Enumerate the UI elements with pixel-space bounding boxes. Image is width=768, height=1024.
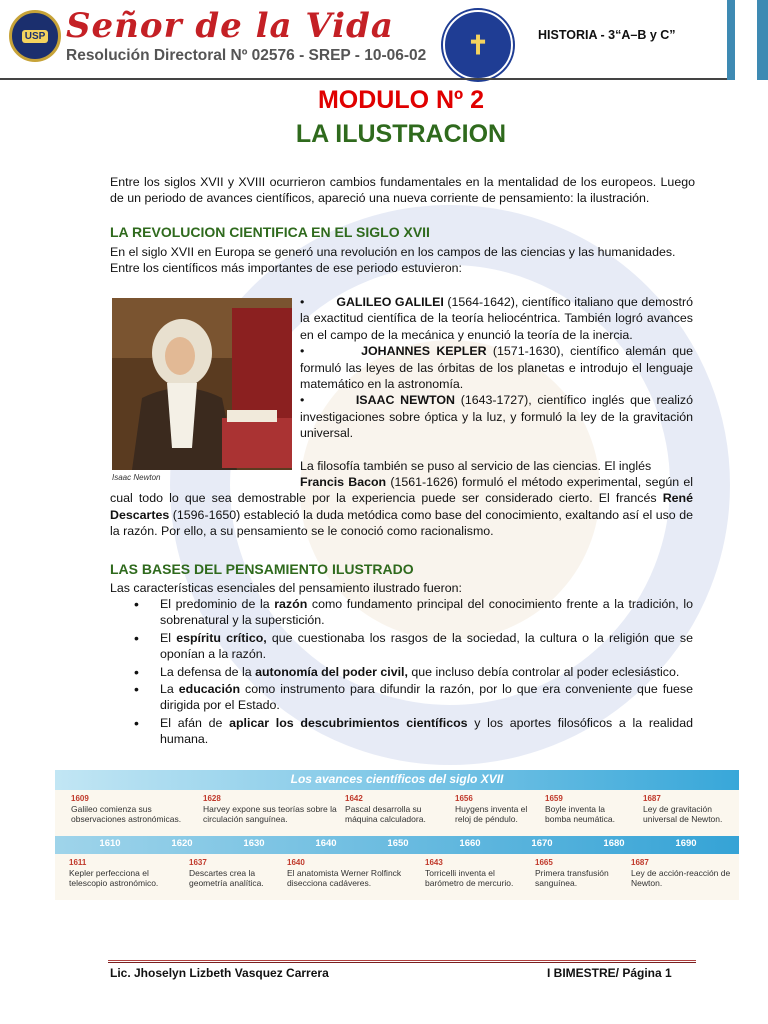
scientist-description: (1643-1727), científico inglés que realizó investigaciones sobre óptica y la luz, y formuló la ley de la gravitación universal. — [300, 393, 693, 441]
timeline-event: 1611 Kepler perfecciona el telescopio astronómico. — [69, 858, 159, 888]
intro-paragraph: Entre los siglos XVII y XVIII ocurrieron cambios fundamentales en la mentalidad de los europeos. Luego de un periodo de avances científicos, apareció una nueva corriente de pensamiento: la ilustración. — [110, 175, 695, 206]
timeline-event: 1643 Torricelli inventa el barómetro de mercurio. — [425, 858, 514, 888]
scientist-description: (1571-1630), científico alemán que formuló las leyes de las órbitas de los planetas e introdujo el lenguaje matemático en la astronomía. — [300, 344, 693, 392]
timeline-event: 1609 Galileo comienza sus observaciones astronómicas. — [71, 794, 182, 824]
timeline-event: 1640 El anatomista Werner Rolfinck disecciona cadáveres. — [287, 858, 402, 888]
timeline-event: 1656 Huygens inventa el reloj de péndulo. — [455, 794, 528, 824]
bacon-name: Francis Bacon — [300, 475, 387, 489]
page-header — [0, 0, 768, 80]
scientist-item: • GALILEO GALILEI (1564-1642), científico italiano que demostró la exactitud científica de la teoría heliocéntrica. También logró avances en el campo de la mecánica y enunció la teoría de la inercia. — [300, 295, 694, 342]
filosofia-paragraph: Francis Bacon (1561-1626) formuló el método experimental, según el cual todo lo que sea demostrable por la experiencia puede ser considerado cierto. El francés René Descartes (1596-1650) estableció la duda metódica como base del conocimiento, exaltando así el uso de la razón. Por ello, a su pensamiento se le conoció como racionalismo. — [110, 475, 693, 539]
school-logo-left — [9, 10, 61, 62]
section-heading-bases: LAS BASES DEL PENSAMIENTO ILUSTRADO — [110, 561, 414, 577]
subject-label: HISTORIA - 3“A–B y C” — [538, 28, 676, 42]
logo-left-text: USP — [22, 30, 49, 43]
header-accent-bar — [727, 0, 735, 80]
timeline-tick: 1690 — [675, 838, 697, 849]
scientist-item: • JOHANNES KEPLER (1571-1630), científico alemán que formuló las leyes de las órbitas de los planetas e introdujo el lenguaje matemático en la astronomía. — [300, 344, 693, 392]
timeline-figure — [55, 770, 739, 900]
scientists-list — [300, 294, 693, 442]
timeline-tick: 1620 — [171, 838, 193, 849]
list-item: • La educación como instrumento para difundir la razón, por lo que era conveniente que fuese dirigida por el Estado. — [130, 681, 693, 714]
footer-page-number: I BIMESTRE/ Página 1 — [547, 966, 672, 980]
scientist-name: JOHANNES KEPLER — [361, 344, 487, 359]
school-name: Señor de la Vida — [66, 6, 394, 46]
newton-portrait-image — [112, 298, 292, 470]
scientist-item: • ISAAC NEWTON (1643-1727), científico inglés que realizó investigaciones sobre óptica y la luz, y formuló la ley de la gravitación universal. — [300, 393, 693, 441]
header-accent-bar — [757, 0, 768, 80]
timeline-tick: 1670 — [531, 838, 553, 849]
timeline-event: 1687 Ley de gravitación universal de Newton. — [643, 794, 723, 824]
bases-intro: Las características esenciales del pensamiento ilustrado fueron: — [110, 581, 462, 595]
school-seal-logo — [443, 10, 513, 80]
timeline-tick: 1630 — [243, 838, 265, 849]
portrait-caption: Isaac Newton — [112, 473, 161, 482]
timeline-tick: 1640 — [315, 838, 337, 849]
header-divider — [0, 78, 730, 80]
revolucion-paragraph: En el siglo XVII en Europa se generó una revolución en los campos de las ciencias y las humanidades. Entre los científicos más importantes de ese periodo estuvieron: — [110, 245, 676, 276]
scientist-name: ISAAC NEWTON — [355, 393, 455, 408]
footer-author: Lic. Jhoselyn Lizbeth Vasquez Carrera — [110, 966, 329, 980]
list-item: • El afán de aplicar los descubrimientos científicos y los aportes filosóficos a la realidad humana. — [130, 715, 693, 748]
timeline-event: 1665 Primera transfusión sanguínea. — [535, 858, 609, 888]
resolution-number: Resolución Directoral Nº 02576 - SREP - 10-06-02 — [66, 47, 427, 64]
timeline-tick: 1650 — [387, 838, 409, 849]
scientist-description: (1564-1642), científico italiano que demostró la exactitud científica de la teoría heliocéntrica. También logró avances en el campo de la mecánica y enunció la teoría de la inercia. — [300, 295, 694, 342]
timeline-title: Los avances científicos del siglo XVII — [290, 772, 504, 786]
timeline-event: 1659 Boyle inventa la bomba neumática. — [545, 794, 615, 824]
timeline-tick: 1660 — [459, 838, 481, 849]
timeline-event: 1687 Ley de acción-reacción de Newton. — [631, 858, 731, 888]
timeline-event: 1628 Harvey expone sus teorías sobre la circulación sanguínea. — [203, 794, 337, 824]
timeline-event: 1637 Descartes crea la geometría analítica. — [189, 858, 264, 888]
footer-divider — [108, 962, 696, 963]
module-title: MODULO Nº 2 — [317, 86, 485, 114]
footer-divider — [108, 960, 696, 961]
cross-icon: ✝ — [467, 29, 489, 60]
scientist-name: GALILEO GALILEI — [336, 295, 444, 309]
descartes-name: René Descartes — [110, 491, 693, 522]
list-item: • La defensa de la autonomía del poder civil, que incluso debía controlar al poder eclesiástico. — [130, 664, 693, 680]
timeline-event: 1642 Pascal desarrolla su máquina calculadora. — [345, 794, 426, 824]
list-item: • El predominio de la razón como fundamento principal del conocimiento frente a la tradición, lo sobrenatural y la superstición. — [130, 596, 693, 629]
section-heading-revolucion: LA REVOLUCION CIENTIFICA EN EL SIGLO XVII — [110, 224, 430, 240]
filosofia-paragraph-start: La filosofía también se puso al servicio de las ciencias. El inglés — [300, 459, 652, 473]
topic-title: LA ILUSTRACION — [295, 120, 507, 148]
timeline-tick: 1680 — [603, 838, 625, 849]
list-item: • El espíritu crítico, que cuestionaba los rasgos de la sociedad, la cultura o la religión que se oponían a la razón. — [130, 630, 693, 663]
timeline-tick: 1610 — [99, 838, 121, 849]
bases-list — [130, 596, 693, 749]
